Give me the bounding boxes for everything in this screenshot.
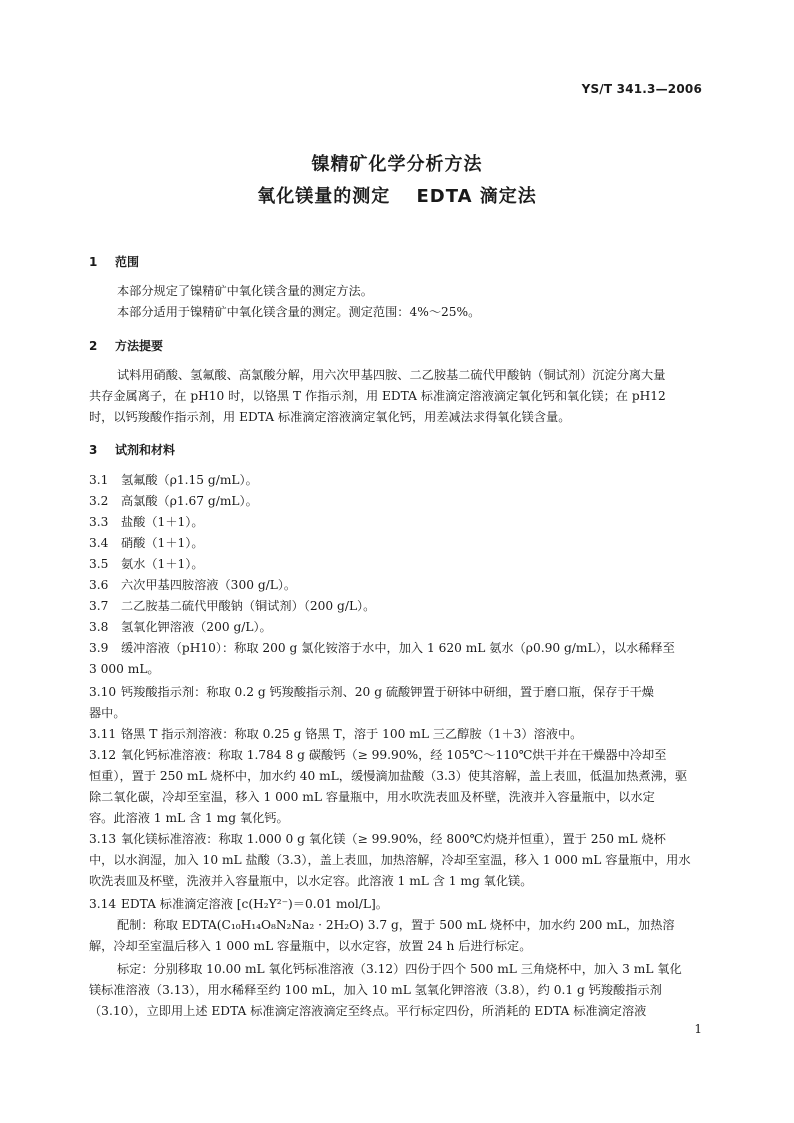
clause: [89, 514, 703, 530]
clause: [89, 747, 703, 763]
clause-text: EDTA 标准滴定溶液 [c(H₂Y²⁻)＝0.01 mol/L]。: [121, 897, 388, 911]
clause-text: 氢氟酸（ρ1.15 g/mL）。: [121, 473, 258, 487]
clause-text: 高氯酸（ρ1.67 g/mL）。: [121, 494, 258, 508]
prep-paragraph-line: 配制：称取 EDTA(C₁₀H₁₄O₈N₂Na₂ · 2H₂O) 3.7 g，置于 500 mL 烧杯中，加水约 200 mL，加热溶: [117, 918, 675, 932]
clause: [89, 726, 703, 742]
section-heading: [89, 253, 139, 270]
section-heading: [89, 337, 163, 354]
clause: [89, 577, 703, 593]
section-heading: [89, 441, 175, 458]
calib-paragraph-line: 镁标准溶液（3.13），用水稀释至约 100 mL，加入 10 mL 氢氧化钾溶液（3.8），约 0.1 g 钙羧酸指示剂: [89, 983, 662, 997]
clause-number: 3.5: [89, 557, 109, 571]
clause: [89, 472, 703, 488]
clause-number: 3.14: [89, 897, 117, 911]
clause-text: 钙羧酸指示剂：称取 0.2 g 钙羧酸指示剂、20 g 硫酸钾置于研钵中研细，置于磨口瓶，保存于干燥: [121, 685, 654, 699]
clause: [89, 556, 703, 572]
paragraph: 本部分适用于镍精矿中氧化镁含量的测定。测定范围：4%～25%。: [117, 305, 481, 319]
clause-continuation: 器中。: [89, 706, 126, 720]
clause: [89, 896, 703, 912]
clause-number: 3.13: [89, 832, 117, 846]
clause-number: 3.11: [89, 727, 117, 741]
clause-continuation: 3 000 mL。: [89, 662, 160, 676]
prep-paragraph-line: 解，冷却至室温后移入 1 000 mL 容量瓶中，以水定容，放置 24 h 后进行标定。: [89, 939, 532, 953]
clause-text: 六次甲基四胺溶液（300 g/L）。: [121, 578, 297, 592]
clause: [89, 619, 703, 635]
calib-paragraph-line: 标定：分别移取 10.00 mL 氧化钙标准溶液（3.12）四份于四个 500 mL 三角烧杯中，加入 3 mL 氧化: [117, 962, 682, 976]
clause: [89, 684, 703, 700]
clause-number: 3.8: [89, 620, 109, 634]
paragraph-line: 时，以钙羧酸作指示剂，用 EDTA 标准滴定溶液滴定氧化钙，用差减法求得氧化镁含量。: [89, 410, 571, 424]
clause-number: 3.4: [89, 536, 109, 550]
clause-number: 3.7: [89, 599, 109, 613]
document-title-line1: 镍精矿化学分析方法: [311, 154, 483, 175]
clause-number: 3.6: [89, 578, 109, 592]
clause: [89, 640, 703, 656]
clause-number: 3.3: [89, 515, 109, 529]
clause-continuation: 恒重），置于 250 mL 烧杯中，加水约 40 mL，缓慢滴加盐酸（3.3）使其溶解，盖上表皿，低温加热煮沸，驱: [89, 769, 688, 783]
clause: [89, 598, 703, 614]
clause-text: 铬黑 T 指示剂溶液：称取 0.25 g 铬黑 T，溶于 100 mL 三乙醇胺（1＋3）溶液中。: [121, 727, 583, 741]
clause-text: 氧化钙标准溶液：称取 1.784 8 g 碳酸钙（≥ 99.90%，经 105℃～110℃烘干并在干燥器中冷却至: [121, 748, 667, 762]
clause-text: 缓冲溶液（pH10）：称取 200 g 氯化铵溶于水中，加入 1 620 mL 氨水（ρ0.90 g/mL），以水稀释至: [121, 641, 675, 655]
clause: [89, 831, 703, 847]
clause-continuation: 吹洗表皿及杯壁，洗液并入容量瓶中，以水定容。此溶液 1 mL 含 1 mg 氧化镁。: [89, 874, 533, 888]
document-title-line2: 氧化镁量的测定 EDTA 滴定法: [257, 186, 537, 207]
clause-text: 二乙胺基二硫代甲酸钠（铜试剂）（200 g/L）。: [121, 599, 376, 613]
standard-code: YS/T 341.3—2006: [581, 82, 702, 96]
clause-continuation: 中，以水润湿，加入 10 mL 盐酸（3.3），盖上表皿，加热溶解，冷却至室温，移入 1 000 mL 容量瓶中，用水: [89, 853, 691, 867]
section-number: 1: [89, 255, 98, 269]
section-number: 2: [89, 339, 98, 353]
clause-text: 硝酸（1＋1）。: [121, 536, 204, 550]
paragraph-line: 试料用硝酸、氢氟酸、高氯酸分解，用六次甲基四胺、二乙胺基二硫代甲酸钠（铜试剂）沉淀分离大量: [117, 368, 666, 382]
clause-number: 3.1: [89, 473, 109, 487]
clause-number: 3.2: [89, 494, 109, 508]
clause-number: 3.9: [89, 641, 109, 655]
clause-continuation: 容。此溶液 1 mL 含 1 mg 氧化钙。: [89, 811, 289, 825]
section-number: 3: [89, 443, 98, 457]
clause: [89, 535, 703, 551]
section-title: 试剂和材料: [115, 443, 176, 457]
paragraph: 本部分规定了镍精矿中氧化镁含量的测定方法。: [117, 284, 373, 298]
clause-text: 盐酸（1＋1）。: [121, 515, 204, 529]
section-title: 范围: [115, 255, 140, 269]
calib-paragraph-line: （3.10），立即用上述 EDTA 标准滴定溶液滴定至终点。平行标定四份，所消耗的 EDTA 标准滴定溶液: [89, 1004, 647, 1018]
clause-number: 3.12: [89, 748, 117, 762]
clause-text: 氧化镁标准溶液：称取 1.000 0 g 氧化镁（≥ 99.90%，经 800℃灼烧并恒重），置于 250 mL 烧杯: [121, 832, 666, 846]
clause-continuation: 除二氧化碳，冷却至室温，移入 1 000 mL 容量瓶中，用水吹洗表皿及杯壁，洗液并入容量瓶中，以水定: [89, 790, 655, 804]
section-title: 方法提要: [115, 339, 164, 353]
clause: [89, 493, 703, 509]
clause-text: 氨水（1＋1）。: [121, 557, 204, 571]
clause-text: 氢氧化钾溶液（200 g/L）。: [121, 620, 272, 634]
page-number: 1: [694, 1022, 702, 1036]
clause-number: 3.10: [89, 685, 117, 699]
paragraph-line: 共存金属离子，在 pH10 时，以铬黑 T 作指示剂，用 EDTA 标准滴定溶液滴定氧化钙和氧化镁；在 pH12: [89, 389, 666, 403]
